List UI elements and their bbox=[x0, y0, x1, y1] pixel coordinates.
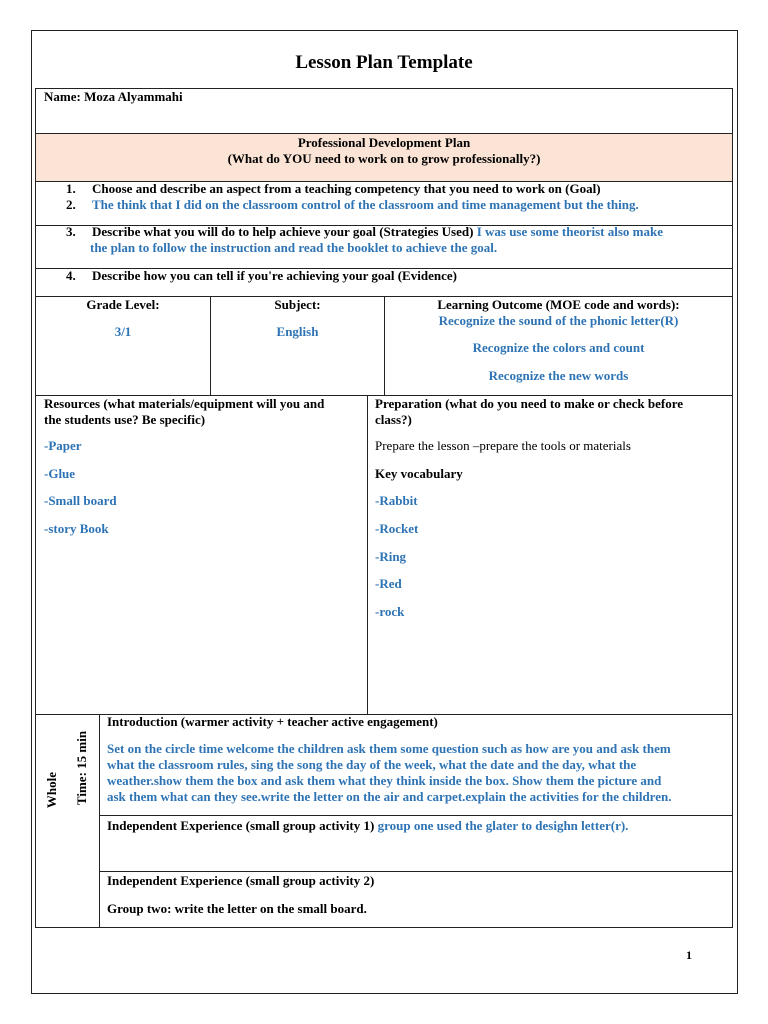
resources-label-line: the students use? Be specific) bbox=[44, 412, 206, 427]
vocab-item: -rock bbox=[375, 604, 405, 619]
resources-label-line: Resources (what materials/equipment will you and bbox=[44, 396, 325, 411]
vocab-item: -Red bbox=[375, 576, 402, 591]
preparation-label bbox=[375, 396, 683, 428]
resources-cell bbox=[35, 395, 368, 715]
resource-item: -story Book bbox=[44, 521, 109, 536]
grade-value: 3/1 bbox=[114, 324, 132, 339]
introduction-line: ask them what can they see.write the letter on the air and carpet.explain the activities for the children. bbox=[107, 789, 672, 804]
pd-plan-subheading: (What do YOU need to work on to grow professionally?) bbox=[227, 151, 541, 166]
vocab-item: -Rabbit bbox=[375, 493, 418, 508]
subject-value: English bbox=[276, 324, 319, 339]
goal-answer-number: 2. bbox=[66, 197, 76, 212]
strategies-answer-b: the plan to follow the instruction and read the booklet to achieve the goal. bbox=[90, 240, 498, 255]
preparation-label-line: class?) bbox=[375, 412, 412, 427]
goal-number: 1. bbox=[66, 181, 76, 196]
evidence-number: 4. bbox=[66, 268, 76, 283]
preparation-label-line: Preparation (what do you need to make or check before bbox=[375, 396, 684, 411]
vocab-item: -Rocket bbox=[375, 521, 419, 536]
introduction-line: what the classroom rules, sing the song the day of the week, what the date and the day, what the bbox=[107, 757, 637, 772]
side-label-time: Time: 15 min bbox=[74, 730, 89, 806]
subject-label: Subject: bbox=[274, 297, 321, 312]
independent-1-label: Independent Experience (small group activity 1) bbox=[107, 818, 378, 833]
strategies-number: 3. bbox=[66, 224, 76, 239]
introduction-label: Introduction (warmer activity + teacher active engagement) bbox=[107, 714, 438, 729]
page-title: Lesson Plan Template bbox=[295, 52, 473, 73]
resources-label bbox=[44, 396, 324, 428]
independent-2-label: Independent Experience (small group activity 2) bbox=[107, 873, 375, 888]
goal-item bbox=[66, 181, 601, 197]
preparation-text: Prepare the lesson –prepare the tools or materials bbox=[375, 438, 631, 453]
strategies-item bbox=[66, 224, 663, 240]
strategies-answer-a: I was use some theorist also make bbox=[476, 224, 664, 239]
key-vocabulary-label: Key vocabulary bbox=[375, 466, 463, 481]
outcome-item: Recognize the new words bbox=[488, 368, 629, 383]
independent-2-answer: Group two: write the letter on the small board. bbox=[107, 901, 367, 916]
introduction-line: weather.show them the box and ask them what they think inside the box. Show them the picture and bbox=[107, 773, 662, 788]
goal-text: Choose and describe an aspect from a teaching competency that you need to work on (Goal) bbox=[92, 181, 601, 196]
resource-item: -Glue bbox=[44, 466, 76, 481]
evidence-text: Describe how you can tell if you're achieving your goal (Evidence) bbox=[92, 268, 457, 283]
evidence-item bbox=[66, 268, 457, 284]
resource-item: -Small board bbox=[44, 493, 117, 508]
introduction-line: Set on the circle time welcome the children ask them some question such as how are you and ask them bbox=[107, 741, 671, 756]
pd-plan-heading: Professional Development Plan bbox=[297, 135, 471, 150]
goal-answer-text: The think that I did on the classroom control of the classroom and time management but the thing. bbox=[92, 197, 639, 212]
name-label: Name: Moza Alyammahi bbox=[44, 89, 183, 104]
outcome-item: Recognize the sound of the phonic letter(R) bbox=[438, 313, 679, 328]
outcome-label: Learning Outcome (MOE code and words): bbox=[437, 297, 680, 312]
grade-label: Grade Level: bbox=[86, 297, 160, 312]
independent-1-answer: group one used the glater to desighn letter(r). bbox=[377, 818, 629, 833]
strategies-label: Describe what you will do to help achieve your goal (Strategies Used) bbox=[92, 224, 477, 239]
outcome-item: Recognize the colors and count bbox=[472, 340, 645, 355]
side-label-whole: Whole bbox=[44, 771, 59, 809]
resource-item: -Paper bbox=[44, 438, 82, 453]
page-number: 1 bbox=[686, 948, 692, 962]
goal-answer-item bbox=[66, 197, 639, 213]
independent-1-text bbox=[107, 818, 628, 834]
vocab-item: -Ring bbox=[375, 549, 407, 564]
